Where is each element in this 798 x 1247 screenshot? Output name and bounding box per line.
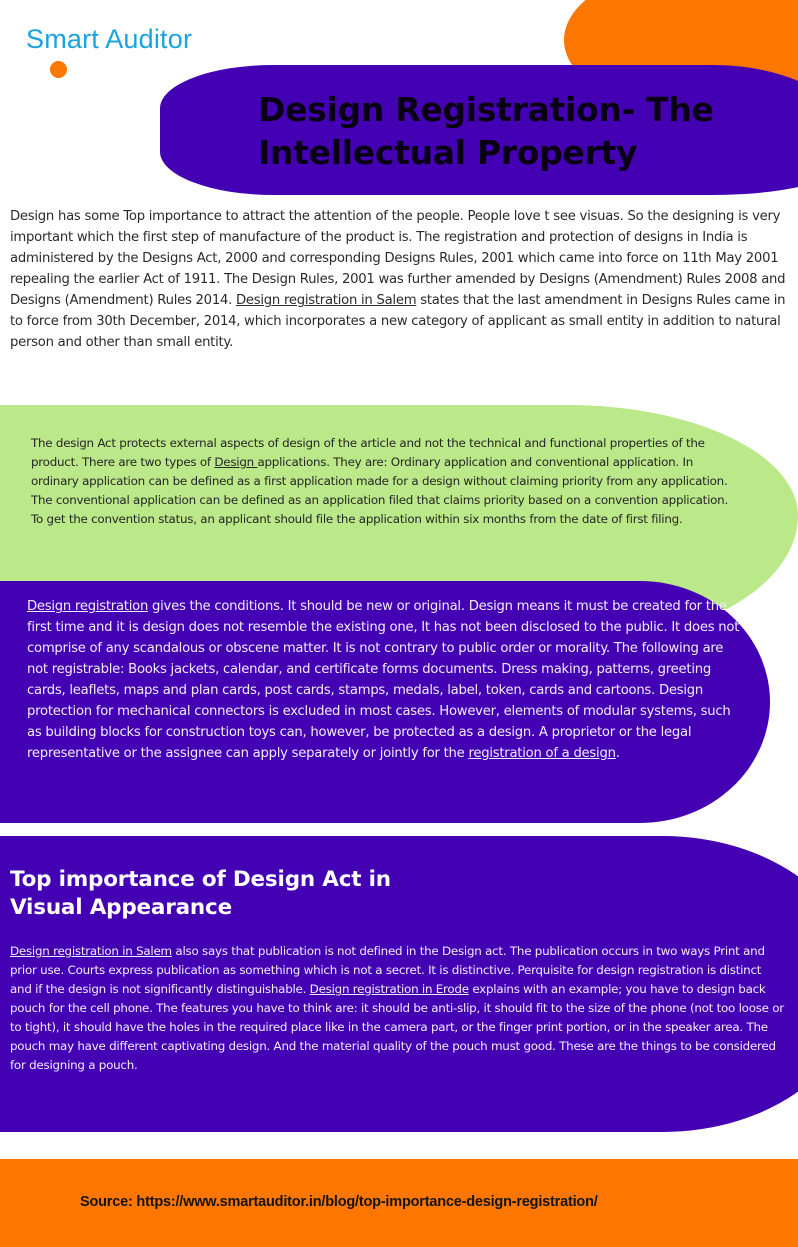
source-citation: Source: https://www.smartauditor.in/blog/top-importance-design-registration/: [80, 1194, 598, 1210]
design-conditions-paragraph: [27, 596, 747, 764]
orange-dot-icon: [50, 61, 67, 78]
bottom-text-end: explains with an example; you have to design back pouch for the cell phone. The features you have to think are: it should be anti-slip, it should fit to the size of the phone (not too loose or to tight), it should have the holes in the required place like in the camera part, or the finger print portion, or in the speaker area. The pouch may have different captivating design. And the material quality of the pouch must good. These are the things to be considered for designing a pouch.: [10, 982, 784, 1072]
purple-text-end: .: [615, 746, 620, 761]
design-registration-link[interactable]: Design registration: [27, 599, 149, 614]
design-link[interactable]: Design: [214, 455, 258, 469]
design-registration-salem-link[interactable]: Design registration in Salem: [236, 293, 417, 308]
design-registration-erode-link[interactable]: Design registration in Erode: [309, 982, 469, 996]
purple-text-middle: gives the conditions. It should be new or original. Design means it must be created for the first time and it is design does not resemble the existing one, It has not been disclosed to the public. It does not comprise of any scandalous or obscene matter. It is not contrary to public order or morality. The following are not registrable: Books jackets, calendar, and certificate forms documents. Dress making, patterns, greeting cards, leaflets, maps and plan cards, post cards, stamps, medals, label, token, cards and cartoons. Design protection for mechanical connectors is excluded in most cases. However, elements of modular systems, such as building blocks for construction toys can, however, be protected as a design. A proprietor or the legal representative or the assignee can apply separately or jointly for the: [27, 599, 740, 761]
intro-text-continued: states that the last amendment in Designs Rules came in to force from 30th December, 2014, which incorporates a new category of applicant as small entity in addition to natural person and other than small entity.: [10, 293, 786, 350]
green-text-end: applications. They are: Ordinary application and conventional application. In ordinary application can be defined as a first application made for a design without claiming priority from any application. The conventional application can be defined as an application filed that claims priority based on a convention application. To get the convention status, an applicant should file the application within six months from the date of first filing.: [31, 455, 728, 526]
design-act-paragraph: [31, 434, 731, 529]
bottom-text-middle: also says that publication is not defined in the Design act. The publication occurs in two ways Print and prior use. Courts express publication as something which is not a secret. It is distinctive. Perquisite for design registration is distinct and if the design is not significantly distinguishable.: [10, 944, 765, 996]
registration-of-design-link[interactable]: registration of a design: [468, 746, 616, 761]
green-text-start: The design Act protects external aspects of design of the article and not the technical and functional properties of the product. There are two types of: [31, 436, 705, 469]
smart-auditor-logo: Smart Auditor: [26, 24, 193, 54]
page-title: Design Registration- The Intellectual Property: [258, 90, 714, 172]
visual-appearance-paragraph: [10, 942, 785, 1075]
intro-paragraph: [10, 206, 790, 353]
section-heading: Top importance of Design Act in Visual Appearance: [10, 867, 391, 920]
intro-text: Design has some Top importance to attract the attention of the people. People love t see visuas. So the designing is very important which the first step of manufacture of the product is. The registration and protection of designs in India is administered by the Designs Act, 2000 and corresponding Designs Rules, 2001 which came into force on 11th May 2001 repealing the earlier Act of 1911. The Design Rules, 2001 was further amended by Designs (Amendment) Rules 2008 and Designs (Amendment) Rules 2014.: [10, 209, 786, 308]
design-registration-salem-link-2[interactable]: Design registration in Salem: [10, 944, 172, 958]
